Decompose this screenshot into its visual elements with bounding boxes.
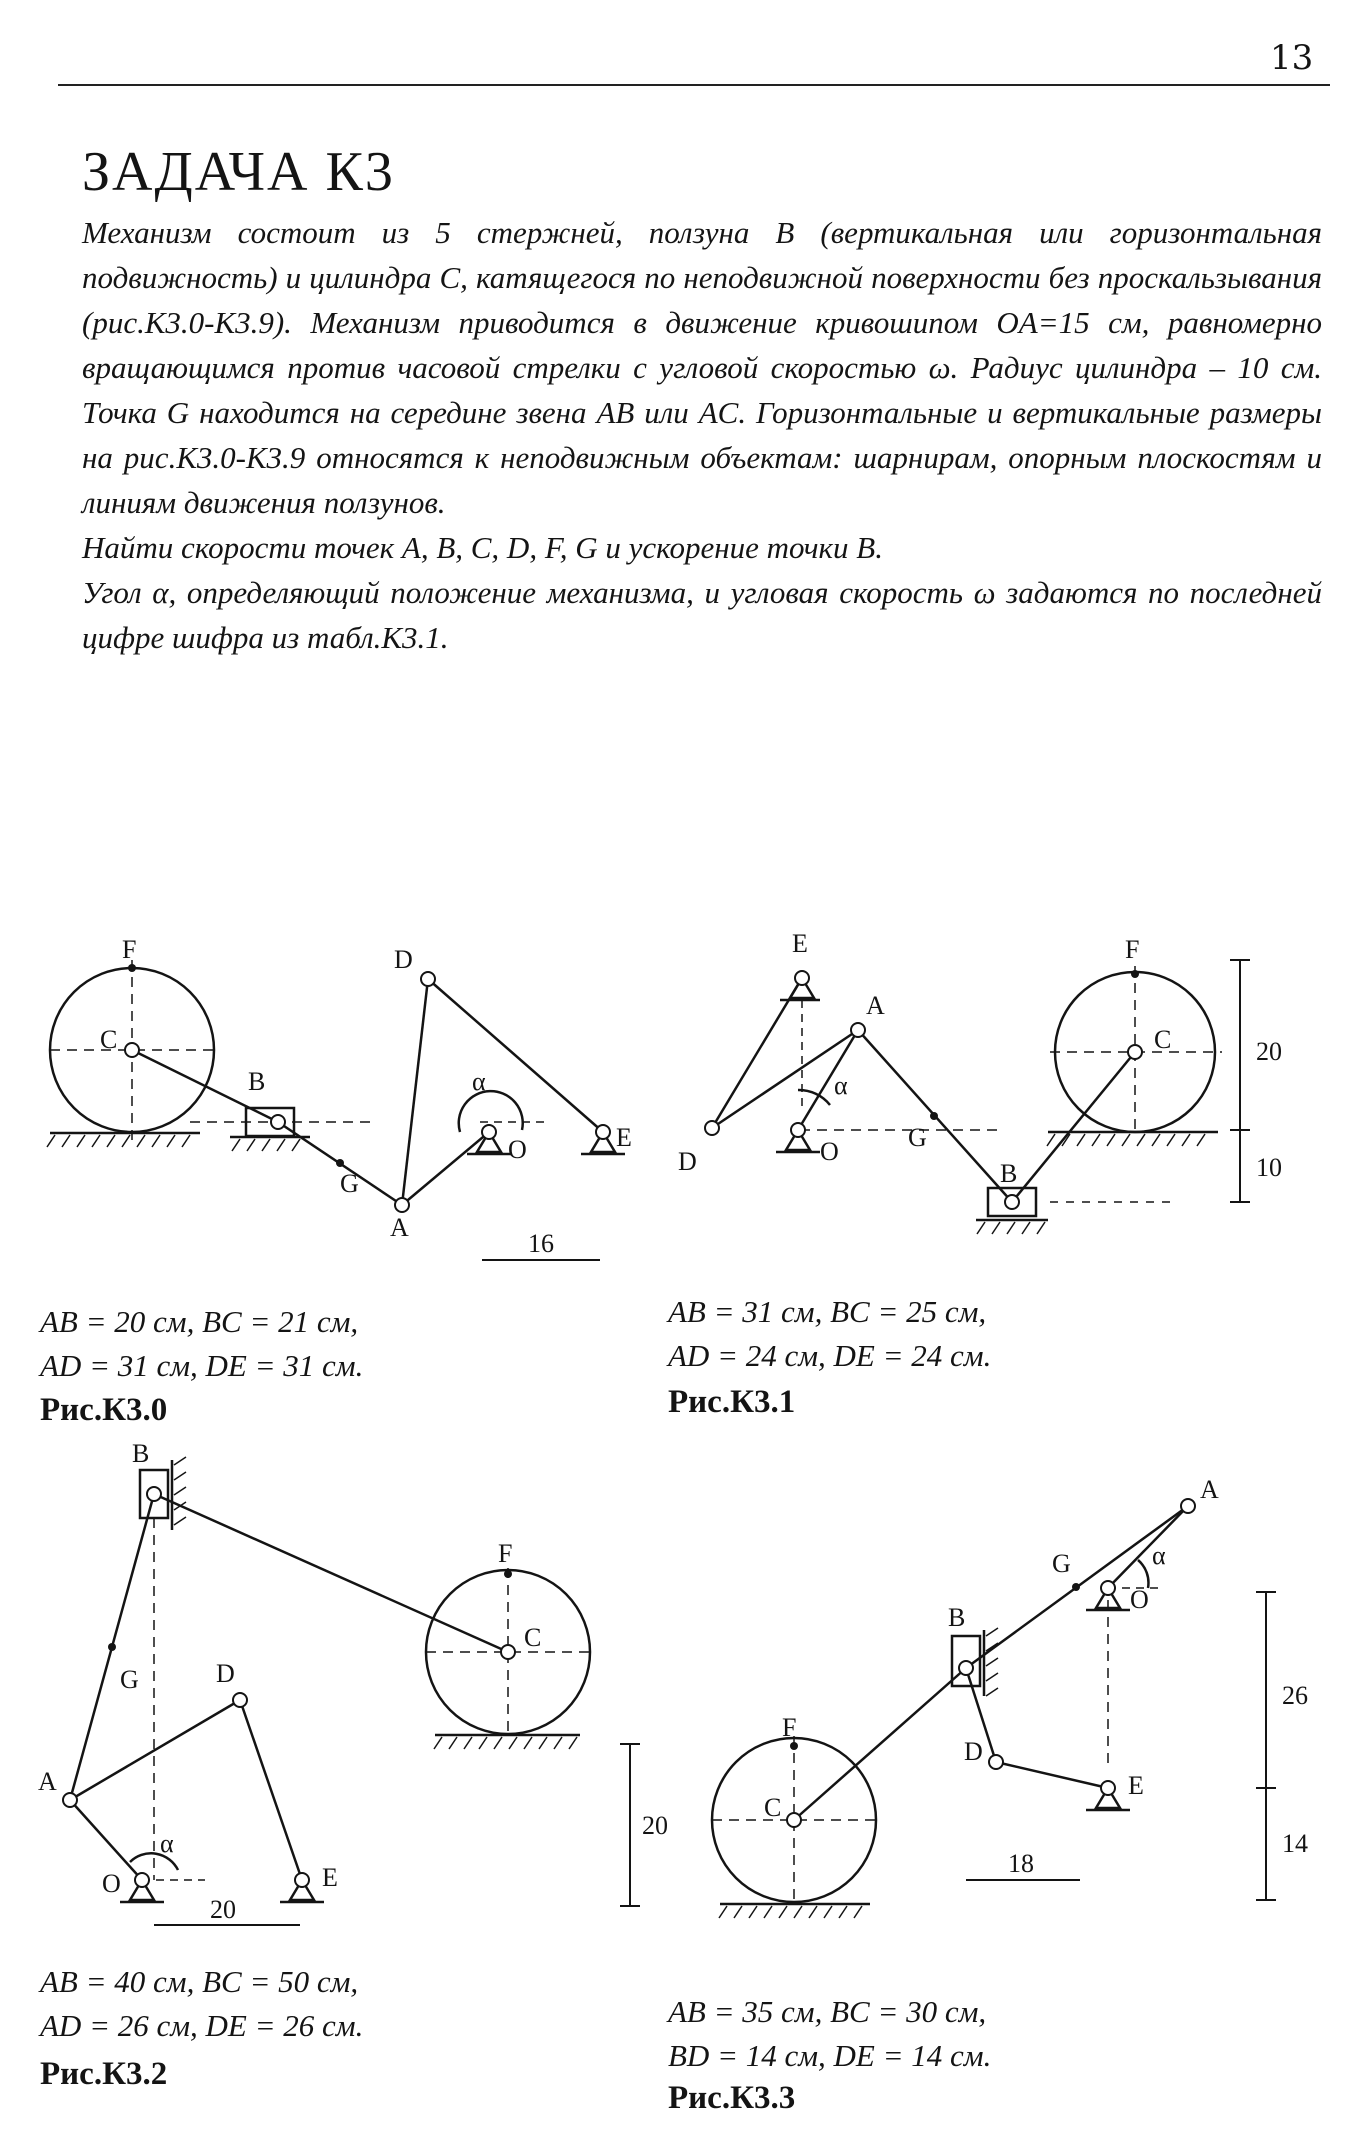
label-D: D xyxy=(678,1147,697,1176)
figure-k3-1-drawing xyxy=(670,930,1320,1260)
label-G: G xyxy=(1052,1549,1071,1578)
label-D: D xyxy=(394,945,413,974)
figure-k3-2 xyxy=(30,1440,670,1950)
dimension-26: 26 xyxy=(1282,1681,1308,1710)
label-C: C xyxy=(524,1623,542,1652)
caption-k3-3 xyxy=(668,1990,991,2078)
label-O: O xyxy=(820,1137,839,1166)
caption-k3-1-line-1: AB = 31 см, BC = 25 см, xyxy=(668,1294,987,1329)
label-alpha: α xyxy=(1152,1541,1166,1570)
label-B: B xyxy=(948,1603,966,1632)
label-alpha: α xyxy=(160,1829,174,1858)
caption-k3-3-line-2: BD = 14 см, DE = 14 см. xyxy=(668,2038,992,2073)
label-B: B xyxy=(248,1067,266,1096)
caption-k3-0 xyxy=(40,1300,363,1388)
page-number: 13 xyxy=(1270,38,1314,78)
label-E: E xyxy=(322,1863,338,1892)
caption-k3-0-line-1: AB = 20 см, BC = 21 см, xyxy=(40,1304,359,1339)
figure-k3-3-drawing xyxy=(690,1460,1330,1980)
label-E: E xyxy=(616,1123,632,1152)
figure-title-k3-0: Рис.К3.0 xyxy=(40,1392,168,1428)
dimension-20-horizontal: 20 xyxy=(210,1895,236,1924)
label-G: G xyxy=(908,1123,927,1152)
caption-k3-1-line-2: AD = 24 см, DE = 24 см. xyxy=(668,1338,992,1373)
problem-statement xyxy=(82,210,1322,660)
caption-k3-1 xyxy=(668,1290,991,1378)
caption-k3-3-line-1: AB = 35 см, BC = 30 см, xyxy=(668,1994,987,2029)
label-O: O xyxy=(508,1135,527,1164)
label-F: F xyxy=(1125,935,1140,964)
label-F: F xyxy=(498,1539,513,1568)
label-B: B xyxy=(1000,1159,1018,1188)
figure-k3-0-drawing xyxy=(30,930,670,1290)
figure-k3-0 xyxy=(30,930,670,1290)
label-alpha: α xyxy=(834,1071,848,1100)
dimension-10: 10 xyxy=(1256,1153,1282,1182)
caption-k3-2-line-1: AB = 40 см, BC = 50 см, xyxy=(40,1964,359,1999)
label-E: E xyxy=(792,929,808,958)
task-title: ЗАДАЧА К3 xyxy=(82,141,395,203)
paragraph-parameters: Угол α, определяющий положение механизма, и угловая скорость ω задаются по последней цифре шифра из табл.К3.1. xyxy=(82,575,1322,655)
paragraph-description: Механизм состоит из 5 стержней, ползуна B (вертикальная или горизонтальная подвижность) и цилиндра C, катящегося по неподвижной поверхности без проскальзывания (рис.К3.0-К3.9). Механизм приводится в движение кривошипом OA=15 см, равномерно вращающимся против часовой стрелки с угловой скоростью ω. Радиус цилиндра – 10 см. Точка G находится на середине звена AB или AC. Горизонтальные и вертикальные размеры на рис.К3.0-К3.9 относятся к неподвижным объектам: шарнирам, опорным плоскостям и линиям движения ползунов. xyxy=(82,215,1322,520)
dimension-18: 18 xyxy=(1008,1849,1034,1878)
label-A: A xyxy=(866,991,885,1020)
figure-title-k3-1: Рис.К3.1 xyxy=(668,1384,796,1420)
caption-k3-2 xyxy=(40,1960,363,2048)
label-A: A xyxy=(1200,1475,1219,1504)
figure-title-k3-3: Рис.К3.3 xyxy=(668,2080,796,2116)
label-E: E xyxy=(1128,1771,1144,1800)
label-O: O xyxy=(102,1869,121,1898)
label-A: A xyxy=(38,1767,57,1796)
dimension-14: 14 xyxy=(1282,1829,1308,1858)
label-B: B xyxy=(132,1439,150,1468)
label-C: C xyxy=(764,1793,782,1822)
label-D: D xyxy=(964,1737,983,1766)
label-G: G xyxy=(120,1665,139,1694)
label-F: F xyxy=(782,1713,797,1742)
paragraph-task: Найти скорости точек A, B, C, D, F, G и ускорение точки B. xyxy=(82,530,883,565)
label-F: F xyxy=(122,935,137,964)
caption-k3-0-line-2: AD = 31 см, DE = 31 см. xyxy=(40,1348,364,1383)
figure-k3-2-drawing xyxy=(30,1440,670,1950)
label-O: O xyxy=(1130,1585,1149,1614)
figure-title-k3-2: Рис.К3.2 xyxy=(40,2056,168,2092)
header-rule xyxy=(58,84,1330,86)
dimension-16: 16 xyxy=(528,1229,554,1258)
label-D: D xyxy=(216,1659,235,1688)
figure-k3-1 xyxy=(670,930,1320,1260)
label-C: C xyxy=(100,1025,118,1054)
dimension-20: 20 xyxy=(1256,1037,1282,1066)
label-A: A xyxy=(390,1213,409,1242)
dimension-20-vertical: 20 xyxy=(642,1811,668,1840)
label-alpha: α xyxy=(472,1067,486,1096)
caption-k3-2-line-2: AD = 26 см, DE = 26 см. xyxy=(40,2008,364,2043)
label-C: C xyxy=(1154,1025,1172,1054)
figure-k3-3 xyxy=(690,1460,1330,1980)
label-G: G xyxy=(340,1169,359,1198)
